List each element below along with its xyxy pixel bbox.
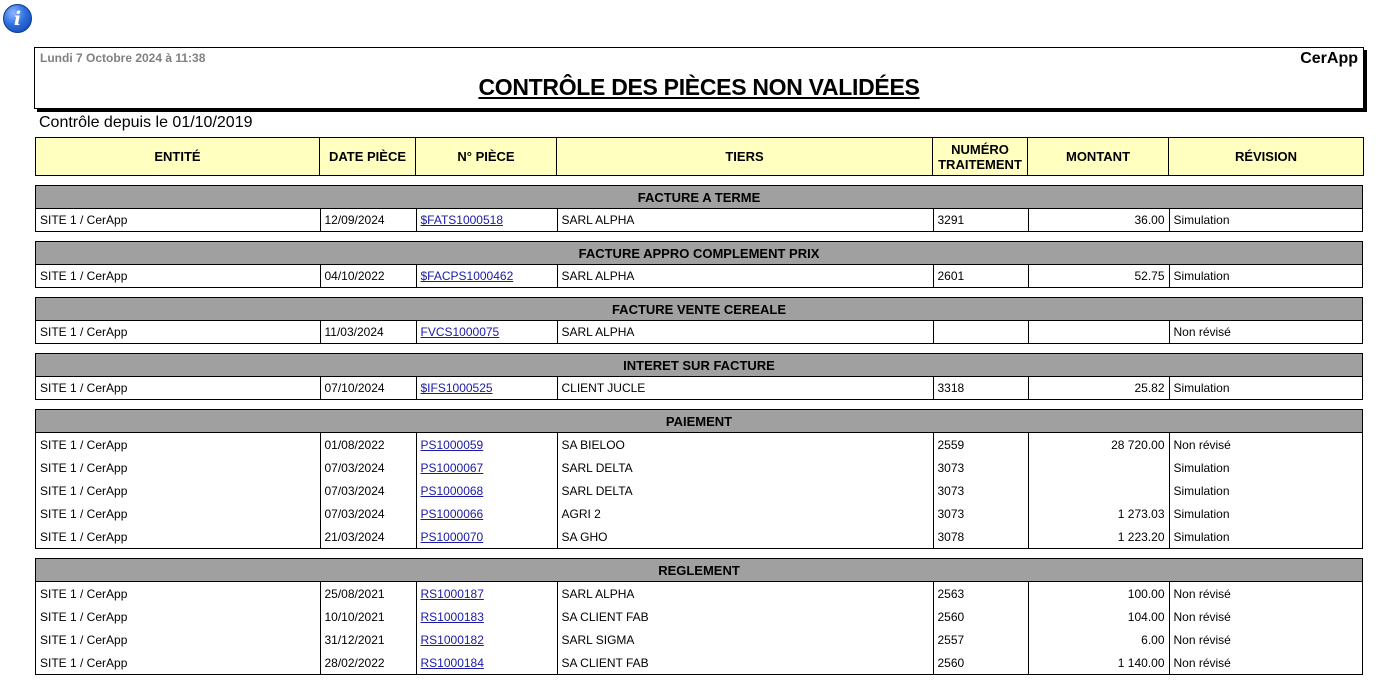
cell-entite: SITE 1 / CerApp bbox=[40, 483, 128, 498]
group-table bbox=[36, 582, 1364, 674]
cell-date: 12/09/2024 bbox=[320, 209, 416, 231]
cell-date: 07/03/2024 bbox=[320, 502, 416, 525]
cell-date: 11/03/2024 bbox=[320, 321, 416, 343]
group-title: FACTURE A TERME bbox=[36, 186, 1362, 209]
piece-link[interactable]: $FATS1000518 bbox=[420, 213, 504, 227]
cell-traitement: 2563 bbox=[933, 582, 1028, 605]
group-title: PAIEMENT bbox=[36, 410, 1362, 433]
cell-tiers: SA GHO bbox=[557, 525, 933, 548]
table-row bbox=[36, 651, 1364, 674]
cell-entite: SITE 1 / CerApp bbox=[40, 381, 128, 395]
cell-entite: SITE 1 / CerApp bbox=[40, 586, 128, 601]
cell-tiers: SARL DELTA bbox=[557, 479, 933, 502]
app-name: CerApp bbox=[1300, 50, 1358, 67]
cell-montant bbox=[1028, 479, 1169, 502]
group-section bbox=[35, 297, 1363, 344]
cell-traitement: 3318 bbox=[933, 377, 1028, 399]
cell-date: 04/10/2022 bbox=[320, 265, 416, 287]
cell-entite: SITE 1 / CerApp bbox=[40, 269, 128, 283]
cell-montant: 1 273.03 bbox=[1028, 502, 1169, 525]
table-row bbox=[36, 433, 1364, 456]
cell-date: 07/10/2024 bbox=[320, 377, 416, 399]
cell-traitement: 3073 bbox=[933, 479, 1028, 502]
cell-tiers: SA CLIENT FAB bbox=[557, 605, 933, 628]
cell-piece bbox=[416, 456, 557, 479]
cell-revision: Non révisé bbox=[1169, 433, 1364, 456]
table-row bbox=[36, 479, 1364, 502]
cell-piece bbox=[416, 582, 557, 605]
cell-tiers: SARL DELTA bbox=[557, 456, 933, 479]
column-header-tiers: TIERS bbox=[557, 138, 933, 176]
cell-date: 28/02/2022 bbox=[320, 651, 416, 674]
column-header-table bbox=[35, 137, 1364, 176]
cell-revision: Non révisé bbox=[1169, 321, 1364, 343]
piece-link[interactable]: PS1000068 bbox=[420, 483, 484, 498]
cell-tiers: CLIENT JUCLE bbox=[557, 377, 933, 399]
cell-date: 01/08/2022 bbox=[320, 433, 416, 456]
report-header bbox=[34, 47, 1364, 109]
cell-tiers: SARL SIGMA bbox=[557, 628, 933, 651]
column-header-traitement: NUMÉRO TRAITEMENT bbox=[933, 138, 1028, 176]
cell-montant: 1 140.00 bbox=[1028, 651, 1169, 674]
piece-link[interactable]: $FACPS1000462 bbox=[420, 269, 514, 283]
cell-entite: SITE 1 / CerApp bbox=[40, 213, 128, 227]
cell-revision: Simulation bbox=[1169, 502, 1364, 525]
cell-tiers: SA BIELOO bbox=[557, 433, 933, 456]
group-section bbox=[35, 241, 1363, 288]
cell-revision: Simulation bbox=[1169, 456, 1364, 479]
page-title: CONTRÔLE DES PIÈCES NON VALIDÉES bbox=[478, 74, 920, 100]
cell-montant: 100.00 bbox=[1028, 582, 1169, 605]
cell-piece bbox=[416, 628, 557, 651]
piece-link[interactable]: PS1000066 bbox=[420, 506, 484, 521]
cell-tiers: SARL ALPHA bbox=[557, 321, 933, 343]
cell-date: 10/10/2021 bbox=[320, 605, 416, 628]
cell-date: 25/08/2021 bbox=[320, 582, 416, 605]
cell-date: 07/03/2024 bbox=[320, 456, 416, 479]
cell-revision: Simulation bbox=[1169, 525, 1364, 548]
cell-montant: 25.82 bbox=[1028, 377, 1169, 399]
group-section bbox=[35, 409, 1363, 549]
cell-montant bbox=[1028, 321, 1169, 343]
group-title: REGLEMENT bbox=[36, 559, 1362, 582]
cell-revision: Non révisé bbox=[1169, 605, 1364, 628]
cell-piece bbox=[416, 377, 557, 399]
cell-entite: SITE 1 / CerApp bbox=[40, 460, 128, 475]
cell-piece bbox=[416, 265, 557, 287]
group-table bbox=[36, 265, 1364, 287]
cell-piece bbox=[416, 651, 557, 674]
group-table bbox=[36, 433, 1364, 548]
piece-link[interactable]: $IFS1000525 bbox=[420, 381, 493, 395]
cell-traitement: 2560 bbox=[933, 605, 1028, 628]
group-table bbox=[36, 209, 1364, 231]
group-table bbox=[36, 321, 1364, 343]
piece-link[interactable]: RS1000187 bbox=[420, 586, 484, 601]
column-header-row bbox=[36, 138, 1364, 176]
group-table bbox=[36, 377, 1364, 399]
cell-traitement bbox=[933, 321, 1028, 343]
group-title: INTERET SUR FACTURE bbox=[36, 354, 1362, 377]
cell-revision: Non révisé bbox=[1169, 628, 1364, 651]
cell-piece bbox=[416, 502, 557, 525]
piece-link[interactable]: PS1000070 bbox=[420, 529, 484, 544]
cell-piece bbox=[416, 479, 557, 502]
group-section bbox=[35, 353, 1363, 400]
table-row bbox=[36, 377, 1364, 399]
cell-date: 21/03/2024 bbox=[320, 525, 416, 548]
cell-revision: Non révisé bbox=[1169, 582, 1364, 605]
cell-traitement: 3078 bbox=[933, 525, 1028, 548]
column-header-date: DATE PIÈCE bbox=[320, 138, 416, 176]
table-row bbox=[36, 525, 1364, 548]
cell-traitement: 2560 bbox=[933, 651, 1028, 674]
cell-montant: 104.00 bbox=[1028, 605, 1169, 628]
cell-tiers: SA CLIENT FAB bbox=[557, 651, 933, 674]
report-date: Lundi 7 Octobre 2024 à 11:38 bbox=[40, 51, 206, 65]
group-title: FACTURE APPRO COMPLEMENT PRIX bbox=[36, 242, 1362, 265]
cell-date: 07/03/2024 bbox=[320, 479, 416, 502]
cell-tiers: SARL ALPHA bbox=[557, 209, 933, 231]
piece-link[interactable]: PS1000067 bbox=[420, 460, 484, 475]
cell-piece bbox=[416, 321, 557, 343]
cell-entite: SITE 1 / CerApp bbox=[40, 655, 128, 670]
cell-montant: 36.00 bbox=[1028, 209, 1169, 231]
cell-entite: SITE 1 / CerApp bbox=[40, 506, 128, 521]
cell-piece bbox=[416, 209, 557, 231]
cell-montant: 28 720.00 bbox=[1028, 433, 1169, 456]
cell-montant: 6.00 bbox=[1028, 628, 1169, 651]
cell-montant: 52.75 bbox=[1028, 265, 1169, 287]
cell-entite: SITE 1 / CerApp bbox=[40, 437, 128, 452]
cell-montant: 1 223.20 bbox=[1028, 525, 1169, 548]
cell-traitement: 3073 bbox=[933, 456, 1028, 479]
cell-revision: Simulation bbox=[1169, 377, 1364, 399]
group-title: FACTURE VENTE CEREALE bbox=[36, 298, 1362, 321]
cell-revision: Non révisé bbox=[1169, 651, 1364, 674]
cell-revision: Simulation bbox=[1169, 479, 1364, 502]
group-section bbox=[35, 558, 1363, 675]
cell-piece bbox=[416, 605, 557, 628]
column-header-piece: N° PIÈCE bbox=[416, 138, 557, 176]
column-header-montant: MONTANT bbox=[1028, 138, 1169, 176]
piece-link[interactable]: FVCS1000075 bbox=[420, 325, 500, 339]
column-header-entite: ENTITÉ bbox=[36, 138, 320, 176]
cell-revision: Simulation bbox=[1169, 209, 1364, 231]
table-row bbox=[36, 502, 1364, 525]
table-row bbox=[36, 628, 1364, 651]
info-icon[interactable]: i bbox=[3, 4, 32, 33]
table-row bbox=[36, 265, 1364, 287]
piece-link[interactable]: RS1000184 bbox=[420, 655, 484, 670]
cell-tiers: SARL ALPHA bbox=[557, 265, 933, 287]
table-row bbox=[36, 605, 1364, 628]
cell-tiers: AGRI 2 bbox=[557, 502, 933, 525]
table-row bbox=[36, 209, 1364, 231]
cell-tiers: SARL ALPHA bbox=[557, 582, 933, 605]
cell-traitement: 2601 bbox=[933, 265, 1028, 287]
cell-traitement: 2557 bbox=[933, 628, 1028, 651]
cell-entite: SITE 1 / CerApp bbox=[40, 609, 128, 624]
piece-link[interactable]: RS1000182 bbox=[420, 632, 484, 647]
cell-revision: Simulation bbox=[1169, 265, 1364, 287]
table-row bbox=[36, 321, 1364, 343]
cell-montant bbox=[1028, 456, 1169, 479]
cell-date: 31/12/2021 bbox=[320, 628, 416, 651]
table-row bbox=[36, 582, 1364, 605]
cell-entite: SITE 1 / CerApp bbox=[40, 632, 128, 647]
cell-entite: SITE 1 / CerApp bbox=[40, 325, 128, 339]
cell-piece bbox=[416, 433, 557, 456]
cell-entite: SITE 1 / CerApp bbox=[40, 529, 128, 544]
cell-piece bbox=[416, 525, 557, 548]
cell-traitement: 3073 bbox=[933, 502, 1028, 525]
group-section bbox=[35, 185, 1363, 232]
cell-traitement: 3291 bbox=[933, 209, 1028, 231]
column-header-revision: RÉVISION bbox=[1169, 138, 1364, 176]
table-row bbox=[36, 456, 1364, 479]
report-table bbox=[35, 137, 1363, 675]
groups-container bbox=[35, 185, 1363, 675]
control-since-label: Contrôle depuis le 01/10/2019 bbox=[39, 114, 253, 131]
piece-link[interactable]: RS1000183 bbox=[420, 609, 484, 624]
cell-traitement: 2559 bbox=[933, 433, 1028, 456]
piece-link[interactable]: PS1000059 bbox=[420, 437, 484, 452]
